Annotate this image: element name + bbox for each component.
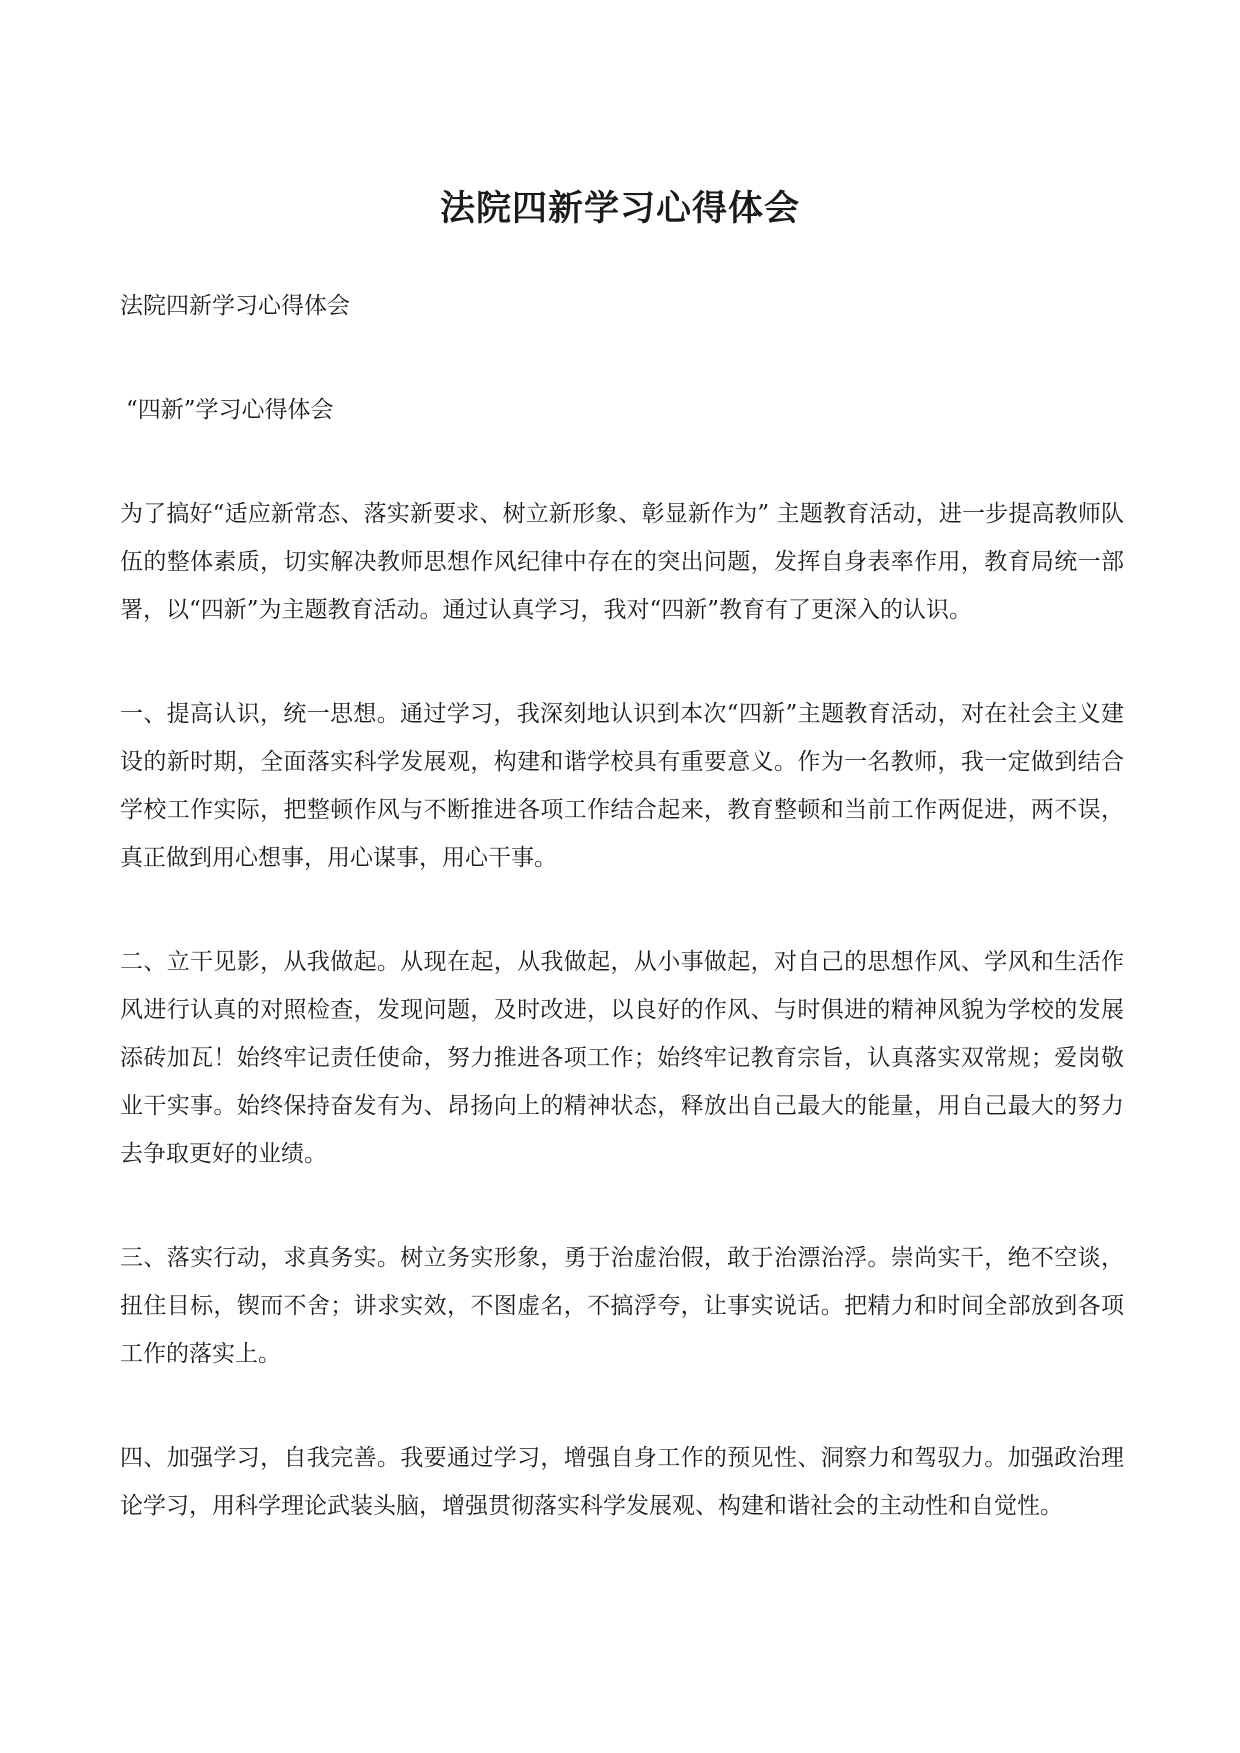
document-body	[120, 282, 1124, 1586]
paragraph-quoted-heading: “四新”学习心得体会	[126, 397, 334, 423]
paragraph-point-2: 二、立干见影，从我做起。从现在起，从我做起，从小事做起，对自己的思想作风、学风和生活作风进行认真的对照检查，发现问题，及时改进，以良好的作风、与时俱进的精神风貌为学校的发展添砖加瓦！始终牢记责任使命，努力推进各项工作；始终牢记教育宗旨，认真落实双常规；爱岗敬业干实事。始终保持奋发有为、昂扬向上的精神状态，释放出自己最大的能量，用自己最大的努力去争取更好的业绩。	[120, 949, 1124, 1167]
document-title: 法院四新学习心得体会	[439, 188, 800, 230]
paragraph-intro: 为了搞好“适应新常态、落实新要求、树立新形象、彰显新作为” 主题教育活动，进一步提高教师队伍的整体素质，切实解决教师思想作风纪律中存在的突出问题，发挥自身表率作用，教育局统一部署，以“四新”为主题教育活动。通过认真学习，我对“四新”教育有了更深入的认识。	[120, 501, 1124, 623]
paragraph-point-1: 一、提高认识，统一思想。通过学习，我深刻地认识到本次“四新”主题教育活动，对在社会主义建设的新时期，全面落实科学发展观，构建和谐学校具有重要意义。作为一名教师，我一定做到结合学校工作实际，把整顿作风与不断推进各项工作结合起来，教育整顿和当前工作两促进，两不误，真正做到用心想事，用心谋事，用心干事。	[120, 701, 1124, 871]
paragraph-point-4: 四、加强学习，自我完善。我要通过学习，增强自身工作的预见性、洞察力和驾驭力。加强政治理论学习，用科学理论武装头脑，增强贯彻落实科学发展观、构建和谐社会的主动性和自觉性。	[120, 1445, 1124, 1519]
paragraph-point-3: 三、落实行动，求真务实。树立务实形象，勇于治虚治假，敢于治漂治浮。崇尚实干，绝不空谈，扭住目标，锲而不舍；讲求实效，不图虚名，不搞浮夸，让事实说话。把精力和时间全部放到各项工作的落实上。	[120, 1245, 1124, 1367]
paragraph-subtitle: 法院四新学习心得体会	[120, 293, 350, 319]
